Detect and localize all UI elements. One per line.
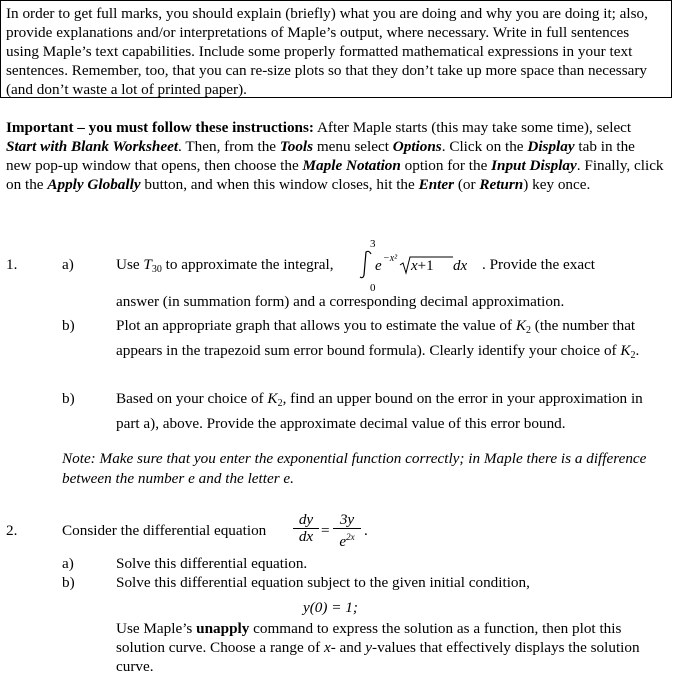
important-heading: Important – you must follow these instructions: [6, 119, 314, 136]
return-key: Return [479, 176, 524, 193]
integral-expression [355, 237, 485, 292]
maple-notation-option: Maple Notation [302, 157, 401, 174]
q1b-label: b) [62, 317, 75, 334]
integrand-dx: dx [453, 258, 468, 274]
q2a-text: Solve this differential equation. [116, 555, 308, 572]
q1a-line2: answer (in summation form) and a corresponding decimal approximation. [116, 293, 565, 310]
tools-menu: Tools [279, 138, 314, 155]
start-blank-worksheet: Start with Blank Worksheet [6, 138, 179, 155]
q2a-label: a) [62, 555, 74, 572]
integral-upper-limit: 3 [370, 238, 376, 250]
q2-intro: Consider the differential equation [62, 522, 267, 539]
q1-number: 1. [6, 256, 18, 273]
integral-sign [360, 251, 371, 277]
q1c-label: b) [62, 390, 75, 407]
q1a-line1-end: . Provide the exact [482, 256, 596, 273]
q1b-text: Plot an appropriate graph that allows you to estimate the value of $K_2$ (the number that appears in the trapezoid sum error bound formula). Clearly identify your choice of $K_2$. [116, 317, 640, 361]
unapply-command: unapply [196, 620, 250, 637]
important-paragraph: Important – you must follow these instructions: After Maple starts (this may take some time), select Start with Blank Worksheet. Then, from the Tools menu select Options. Click on the Display tab in the new pop-up window that opens, then choose the Maple Notation option for the Input Display. Finally, click on the Apply Globally button, and when this window closes, hit the Enter (or Return) key once. [6, 119, 664, 193]
q2b-label: b) [62, 574, 75, 591]
q2-unapply-text: Use Maple’s unapply command to express the solution as a function, then plot this solution curve. Choose a range of x- and y-values that effectively displays the solution curve. [116, 620, 640, 675]
q2-period: . [364, 522, 368, 539]
q1c-text: Based on your choice of $K_2$, find an upper bound on the error in your approximation in part a), above. Provide the approximate decimal value of this error bound. [116, 390, 643, 432]
integral-lower-limit: 0 [370, 282, 376, 292]
enter-key: Enter [418, 176, 455, 193]
intro-paragraph: In order to get full marks, you should explain (briefly) what you are doing and why you are doing it; also, provide explanations and/or interpretations of Maple’s output, where necessary. Write in full sentences using Maple’s text capabilities. Include some properly formatted mathematical expressions in your text sentences. Remember, too, that you can re-size plots so that they don’t take up more space than necessary (and don’t waste a lot of printed paper). [6, 5, 648, 98]
rhs-fraction: $\frac{3y}{e^{2x}}$ [333, 512, 361, 550]
initial-condition: y(0) = 1; [303, 599, 358, 616]
input-display: Input Display [491, 157, 577, 174]
q2b-text: Solve this differential equation subject to the given initial condition, [116, 574, 530, 591]
integrand-exponent: −x² [383, 253, 398, 264]
dy-dx-fraction: $\frac{dy}{dx}$ [293, 512, 319, 545]
q2-number: 2. [6, 522, 18, 539]
integrand-e: e [375, 258, 382, 274]
integrand-radicand: x+1 [411, 258, 434, 274]
q1a-label: a) [62, 256, 74, 273]
options-item: Options [392, 138, 442, 155]
equals-sign: = [321, 522, 330, 539]
q1-note: Note: Make sure that you enter the exponential function correctly; in Maple there is a difference between the number e and the letter e. [62, 450, 647, 487]
display-tab: Display [527, 138, 575, 155]
q1a-line1: Use $T_{30}$ to approximate the integral, [116, 256, 334, 275]
apply-globally-button: Apply Globally [47, 176, 141, 193]
rhs-denominator: $e^{2x}$ [333, 528, 361, 550]
